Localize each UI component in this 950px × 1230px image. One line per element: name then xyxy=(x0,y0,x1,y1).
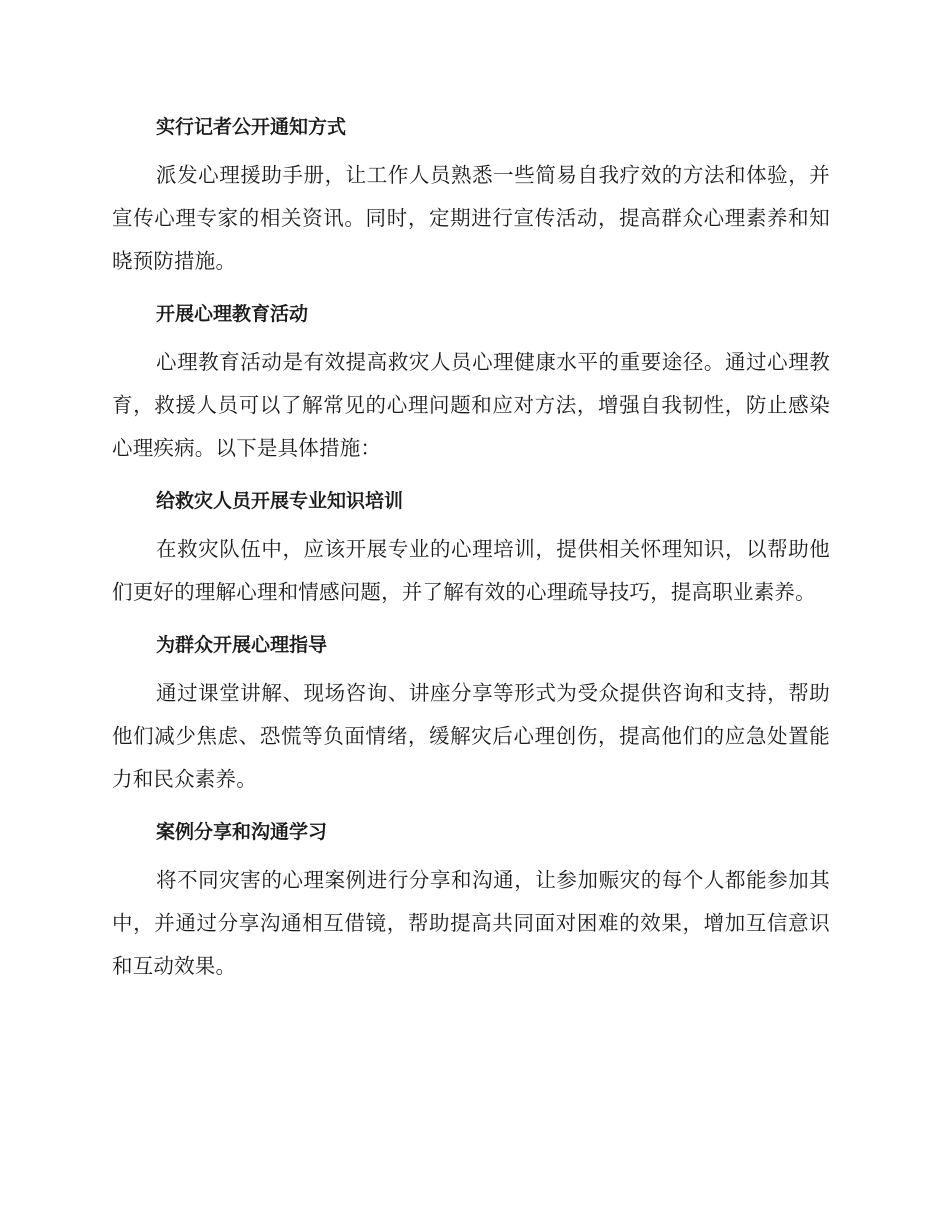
section-body-public-guidance: 通过课堂讲解、现场咨询、讲座分享等形式为受众提供咨询和支持，帮助他们减少焦虑、恐慌等负面情绪，缓解灾后心理创伤，提高他们的应急处置能力和民众素养。 xyxy=(112,681,830,791)
section-heading-public-notice: 实行记者公开通知方式 xyxy=(156,116,347,138)
section-heading-professional-training: 给救灾人员开展专业知识培训 xyxy=(156,490,404,512)
section-heading-case-sharing: 案例分享和沟通学习 xyxy=(156,821,328,843)
section-body-education-activities: 心理教育活动是有效提高救灾人员心理健康水平的重要途径。通过心理教育，救援人员可以了解常见的心理问题和应对方法，增强自我韧性，防止感染心理疾病。以下是具体措施： xyxy=(112,350,830,460)
section-heading-education-activities: 开展心理教育活动 xyxy=(156,303,309,325)
section-body-case-sharing: 将不同灾害的心理案例进行分享和沟通，让参加赈灾的每个人都能参加其中，并通过分享沟通相互借镜，帮助提高共同面对困难的效果，增加互信意识和互动效果。 xyxy=(112,868,830,978)
section-heading-public-guidance: 为群众开展心理指导 xyxy=(156,634,328,656)
section-body-professional-training: 在救灾队伍中，应该开展专业的心理培训，提供相关怀理知识，以帮助他们更好的理解心理和情感问题，并了解有效的心理疏导技巧，提高职业素养。 xyxy=(112,537,830,604)
section-body-public-notice: 派发心理援助手册，让工作人员熟悉一些简易自我疗效的方法和体验，并宣传心理专家的相关资讯。同时，定期进行宣传活动，提高群众心理素养和知晓预防措施。 xyxy=(112,163,830,273)
document-content xyxy=(112,106,830,998)
